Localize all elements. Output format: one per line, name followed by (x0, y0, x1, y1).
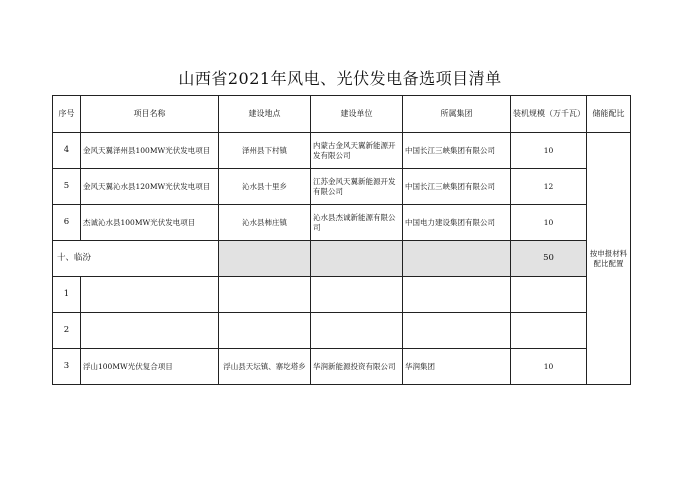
header-capacity: 装机规模（万千瓦） (511, 96, 587, 133)
row-location: 浮山县天坛镇、寨圪塔乡 (219, 349, 311, 385)
table-row (53, 313, 631, 349)
row-name: 金风天翼沁水县120MW光伏发电项目 (81, 169, 219, 205)
row-capacity: 10 (511, 133, 587, 169)
table-row (53, 349, 631, 385)
row-capacity (511, 313, 587, 349)
row-location: 沁水县十里乡 (219, 169, 311, 205)
row-unit: 江苏金风天翼新能源开发有限公司 (311, 169, 403, 205)
project-table (52, 95, 631, 385)
row-seq: 3 (53, 349, 81, 385)
section-capacity: 50 (511, 241, 587, 277)
section-blank (219, 241, 311, 277)
row-location: 沁水县柿庄镇 (219, 205, 311, 241)
table-row (53, 169, 631, 205)
row-location: 泽州县下村镇 (219, 133, 311, 169)
storage-note: 按申报材料配比配置 (587, 133, 631, 385)
row-name: 杰诚沁水县100MW光伏发电项目 (81, 205, 219, 241)
section-blank (311, 241, 403, 277)
header-group: 所属集团 (403, 96, 511, 133)
row-group (403, 313, 511, 349)
header-location: 建设地点 (219, 96, 311, 133)
row-name (81, 277, 219, 313)
row-group: 华润集团 (403, 349, 511, 385)
row-name: 浮山100MW光伏复合项目 (81, 349, 219, 385)
page-title: 山西省2021年风电、光伏发电备选项目清单 (178, 69, 502, 88)
row-unit (311, 277, 403, 313)
row-capacity: 10 (511, 205, 587, 241)
row-group: 中国长江三峡集团有限公司 (403, 133, 511, 169)
row-capacity (511, 277, 587, 313)
header-storage: 储能配比 (587, 96, 631, 133)
row-location (219, 313, 311, 349)
row-seq: 1 (53, 277, 81, 313)
row-seq: 2 (53, 313, 81, 349)
row-name (81, 313, 219, 349)
header-unit: 建设单位 (311, 96, 403, 133)
row-seq: 5 (53, 169, 81, 205)
row-unit: 华润新能源投资有限公司 (311, 349, 403, 385)
section-row (53, 241, 631, 277)
row-group: 中国电力建设集团有限公司 (403, 205, 511, 241)
header-row (53, 96, 631, 133)
row-seq: 4 (53, 133, 81, 169)
row-unit (311, 313, 403, 349)
row-capacity: 10 (511, 349, 587, 385)
section-label: 十、临汾 (53, 241, 219, 277)
row-unit: 内蒙古金风天翼新能源开发有限公司 (311, 133, 403, 169)
table-row (53, 205, 631, 241)
table-row (53, 277, 631, 313)
row-capacity: 12 (511, 169, 587, 205)
row-name: 金风天翼泽州县100MW光伏发电项目 (81, 133, 219, 169)
header-name: 项目名称 (81, 96, 219, 133)
row-unit: 沁水县杰诚新能源有限公司 (311, 205, 403, 241)
row-group: 中国长江三峡集团有限公司 (403, 169, 511, 205)
header-seq: 序号 (53, 96, 81, 133)
row-location (219, 277, 311, 313)
row-seq: 6 (53, 205, 81, 241)
table-row (53, 133, 631, 169)
section-blank (403, 241, 511, 277)
row-group (403, 277, 511, 313)
